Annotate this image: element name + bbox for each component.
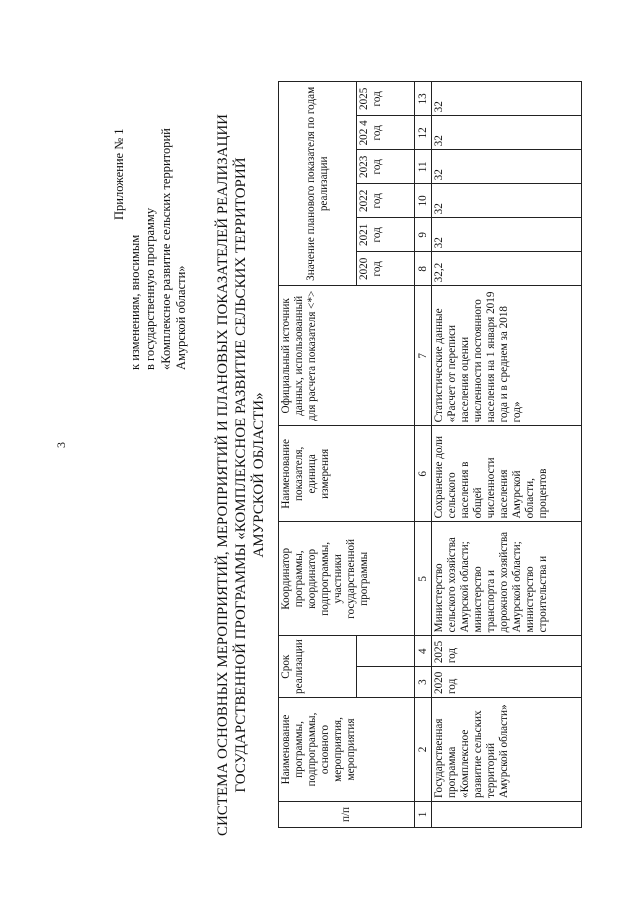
row-value: 32,2 bbox=[432, 252, 582, 286]
header-year: 2020 год bbox=[357, 252, 415, 286]
col-number: 1 bbox=[415, 802, 432, 828]
appendix-line: Амурской области» bbox=[174, 265, 188, 370]
col-number: 12 bbox=[415, 116, 432, 150]
appendix-block bbox=[112, 30, 190, 370]
header-term: Срок реализации bbox=[279, 636, 357, 698]
header-year: 2025 год bbox=[357, 82, 415, 116]
appendix-line: Приложение № 1 bbox=[112, 128, 126, 220]
col-number: 9 bbox=[415, 218, 432, 252]
header-plan: Значение планового показателя по годам реализации bbox=[279, 82, 357, 286]
header-name: Наименование программы, подпрограммы, основного мероприятия, мероприятия bbox=[279, 698, 415, 802]
header-source: Официальный источник данных, использованный для расчета показателя <*> bbox=[279, 286, 415, 426]
title-line: СИСТЕМА ОСНОВНЫХ МЕРОПРИЯТИЙ, МЕРОПРИЯТИЙ И ПЛАНОВЫХ ПОКАЗАТЕЛЕЙ РЕАЛИЗАЦИИ bbox=[215, 113, 231, 837]
col-number: 6 bbox=[415, 426, 432, 522]
header-indicator: Наименование показателя, единица измерения bbox=[279, 426, 415, 522]
table-row bbox=[432, 82, 582, 828]
row-value: 32 bbox=[432, 218, 582, 252]
header-num: п/п bbox=[279, 802, 415, 828]
header-year: 2022 год bbox=[357, 184, 415, 218]
row-source: Статистические данные «Расчет от переписи населения оценки численности постоянного населения на 1 января 2019 года и в среднем за 2018 год» bbox=[432, 286, 582, 426]
col-number: 10 bbox=[415, 184, 432, 218]
header-year: 202 4 год bbox=[357, 116, 415, 150]
col-number: 8 bbox=[415, 252, 432, 286]
appendix-line: в государственную программу bbox=[143, 207, 157, 370]
row-value: 32 bbox=[432, 150, 582, 184]
appendix-line: к изменениям, вносимым bbox=[127, 234, 142, 370]
rotated-page bbox=[0, 5, 640, 905]
header-year: 2023 год bbox=[357, 150, 415, 184]
title-line: ГОСУДАРСТВЕННОЙ ПРОГРАММЫ «КОМПЛЕКСНОЕ РАЗВИТИЕ СЕЛЬСКИХ ТЕРРИТОРИЙ bbox=[233, 157, 249, 793]
document-title bbox=[214, 65, 268, 885]
col-number: 11 bbox=[415, 150, 432, 184]
header-year: 2021 год bbox=[357, 218, 415, 252]
title-line: АМУРСКОЙ ОБЛАСТИ» bbox=[251, 392, 267, 558]
page-number: 3 bbox=[54, 442, 68, 448]
row-value: 32 bbox=[432, 184, 582, 218]
row-indicator: Сохранение доли сельского населения в общей численности населения Амурской области, процентов bbox=[432, 426, 582, 522]
row-num bbox=[432, 802, 582, 828]
col-number: 3 bbox=[415, 667, 432, 698]
row-value: 32 bbox=[432, 116, 582, 150]
header-coordinator: Координатор программы, координатор подпрограммы, участники государственной программы bbox=[279, 522, 415, 636]
col-number: 4 bbox=[415, 636, 432, 667]
row-coordinator: Министерство сельского хозяйства Амурской области; министерство транспорта и дорожного хозяйства Амурской области; министерство строительства и bbox=[432, 522, 582, 636]
row-name: Государственная программа «Комплексное развитие сельских территорий Амурской области» bbox=[432, 698, 582, 802]
col-number: 13 bbox=[415, 82, 432, 116]
row-value: 32 bbox=[432, 82, 582, 116]
row-term-end: 2025 год bbox=[432, 636, 582, 667]
col-number: 2 bbox=[415, 698, 432, 802]
col-number: 7 bbox=[415, 286, 432, 426]
row-term-start: 2020 год bbox=[432, 667, 582, 698]
col-number: 5 bbox=[415, 522, 432, 636]
appendix-line: «Комплексное развитие сельских территорий bbox=[158, 128, 173, 370]
indicators-table bbox=[278, 81, 582, 828]
